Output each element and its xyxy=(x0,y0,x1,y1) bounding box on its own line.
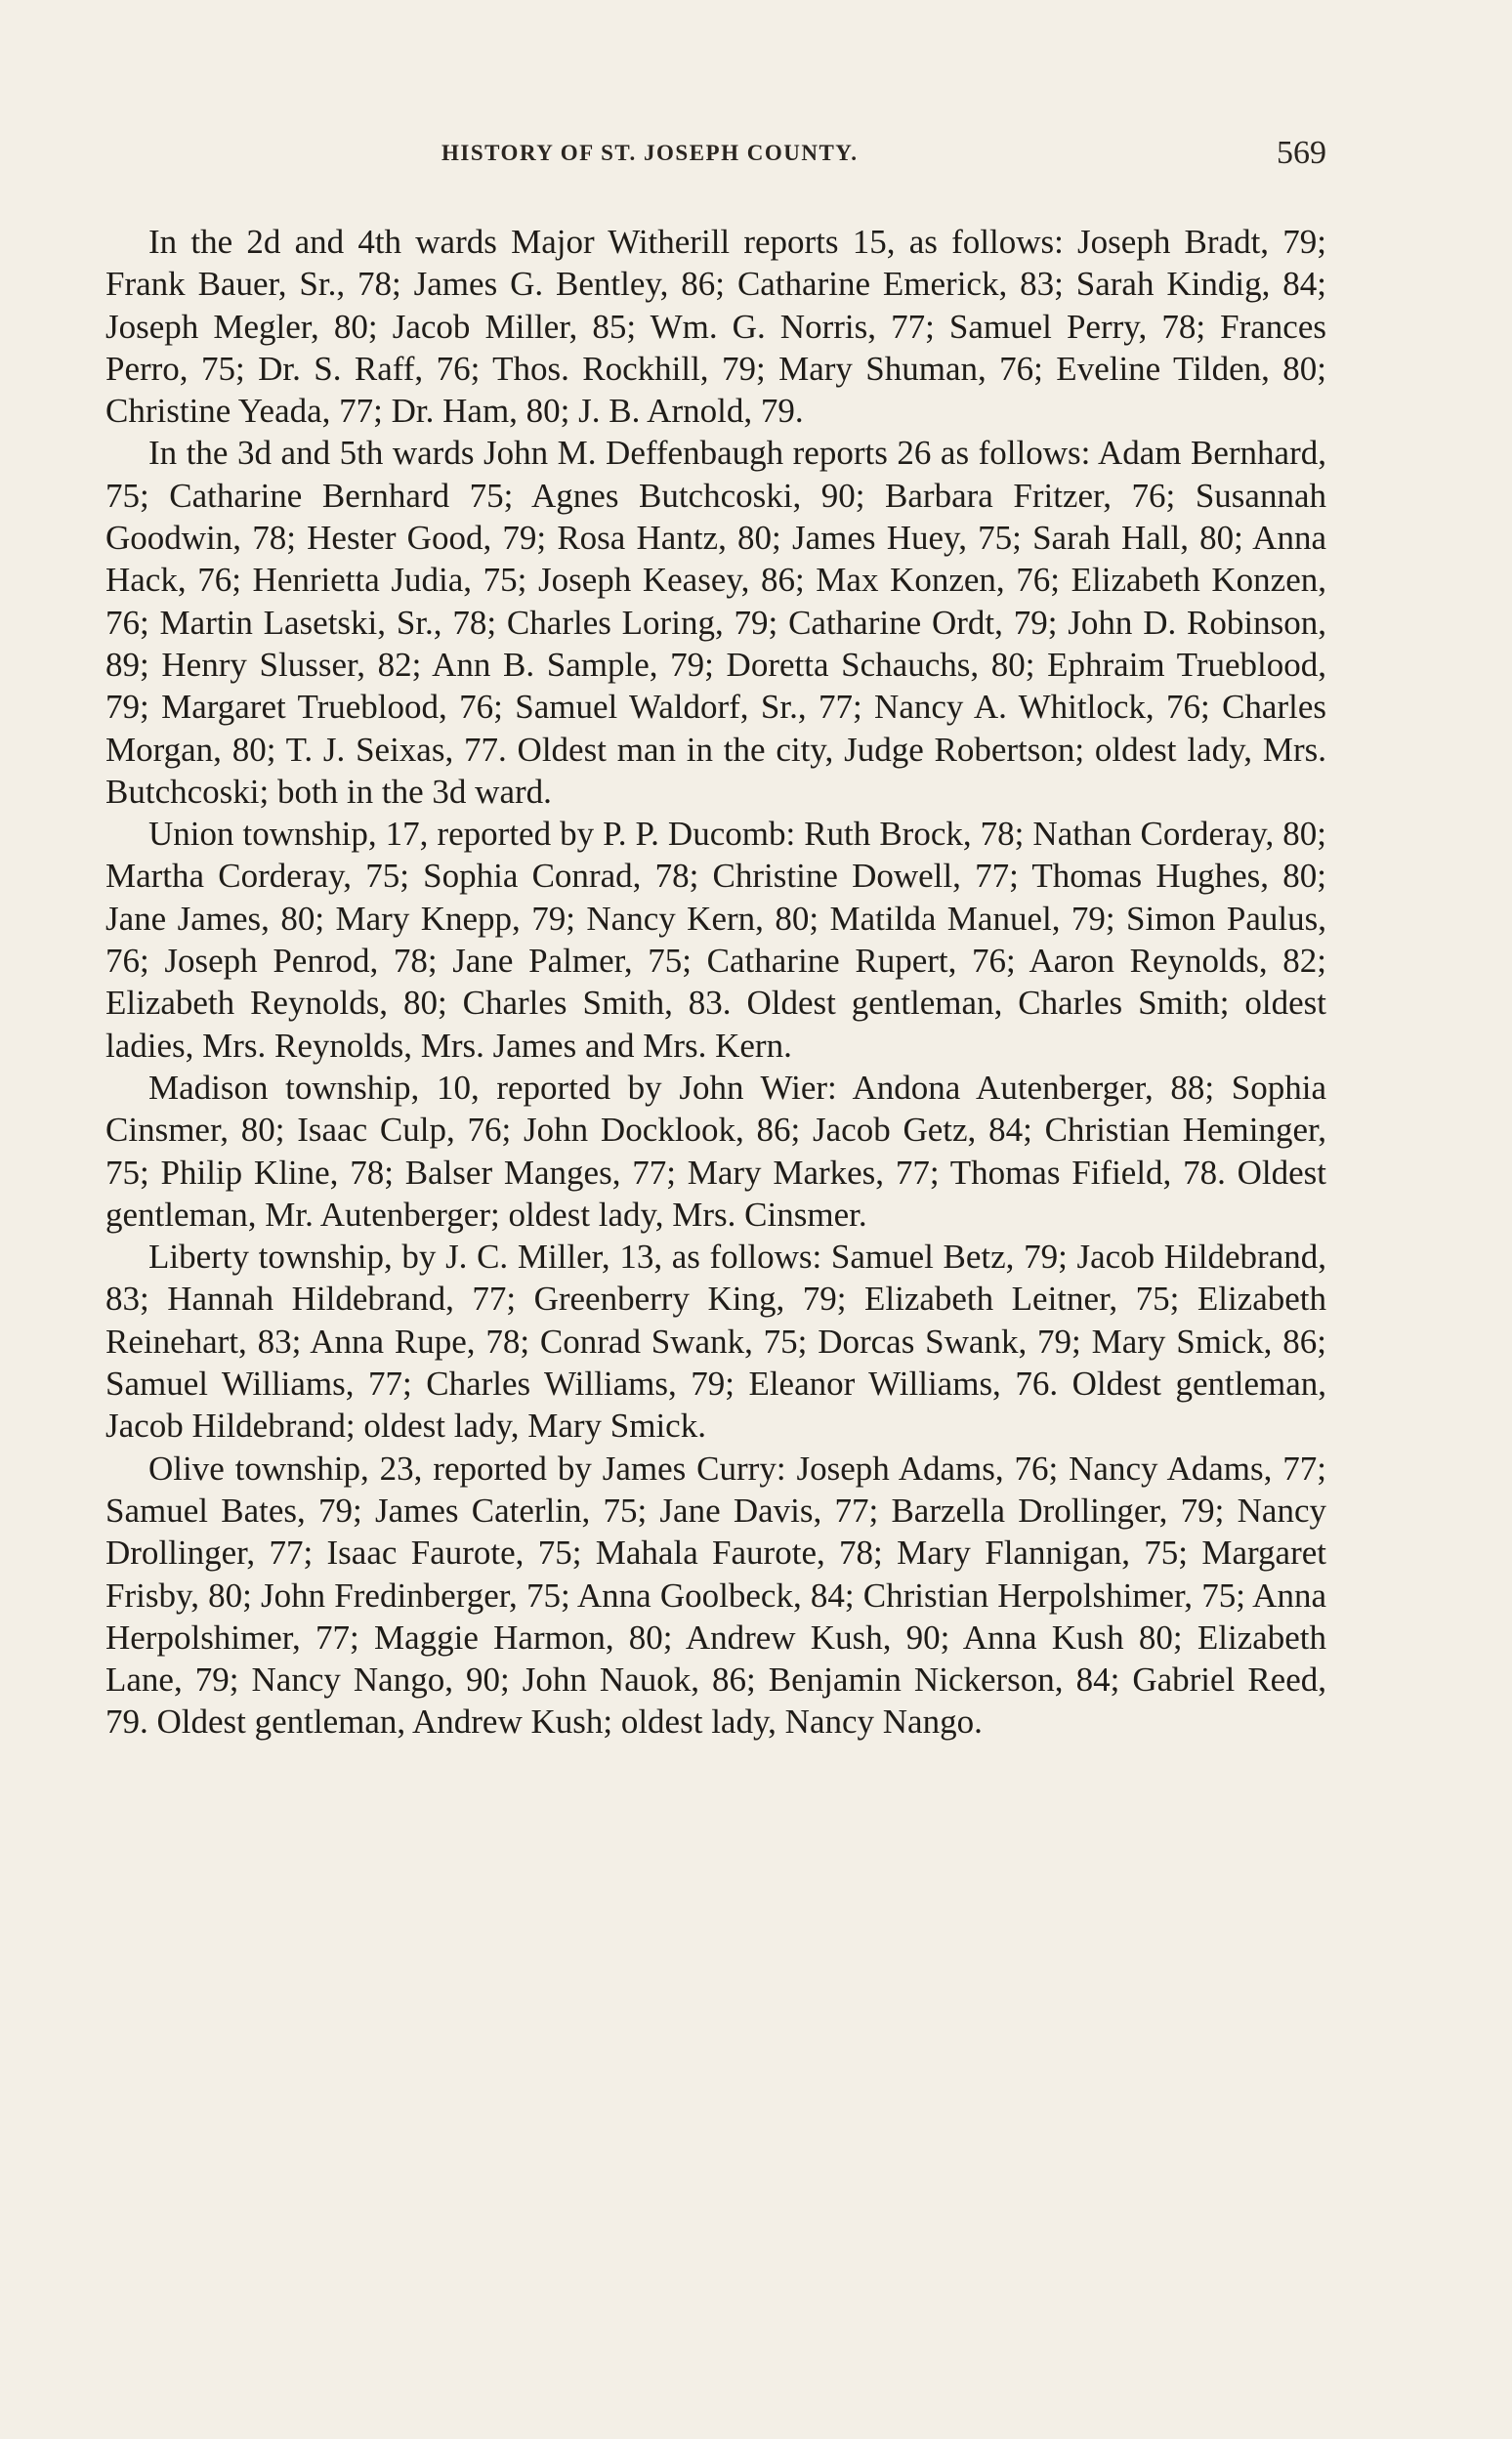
paragraph-city-wards-2-4: In the 2d and 4th wards Major Witherill reports 15, as follows: Joseph Bradt, 79; Frank Bauer, Sr., 78; James G. Bentley, 86; Catharine Emerick, 83; Sarah Kindig, 84; Joseph Megler, 80; Jacob Miller, 85; Wm. G. Norris, 77; Samuel Perry, 78; Frances Perro, 75; Dr. S. Raff, 76; Thos. Rockhill, 79; Mary Shuman, 76; Eveline Tilden, 80; Christine Yeada, 77; Dr. Ham, 80; J. B. Arnold, 79. xyxy=(105,223,1326,431)
running-head xyxy=(105,135,1326,178)
paragraph-union-township: Union township, 17, reported by P. P. Ducomb: Ruth Brock, 78; Nathan Corderay, 80; Martha Corderay, 75; Sophia Conrad, 78; Christine Dowell, 77; Thomas Hughes, 80; Jane James, 80; Mary Knepp, 79; Nancy Kern, 80; Matilda Manuel, 79; Simon Paulus, 76; Joseph Penrod, 78; Jane Palmer, 75; Catharine Rupert, 76; Aaron Reynolds, 82; Elizabeth Reynolds, 80; Charles Smith, 83. Oldest gentleman, Charles Smith; oldest ladies, Mrs. Reynolds, Mrs. James and Mrs. Kern. xyxy=(105,815,1326,1065)
paragraph-olive-township: Olive township, 23, reported by James Curry: Joseph Adams, 76; Nancy Adams, 77; Samuel Bates, 79; James Caterlin, 75; Jane Davis, 77; Barzella Drollinger, 79; Nancy Drollinger, 77; Isaac Faurote, 75; Mahala Faurote, 78; Mary Flannigan, 75; Margaret Frisby, 80; John Fredinberger, 75; Anna Goolbeck, 84; Christian Herpolshimer, 75; Anna Herpolshimer, 77; Maggie Harmon, 80; Andrew Kush, 90; Anna Kush 80; Elizabeth Lane, 79; Nancy Nango, 90; John Nauok, 86; Benjamin Nickerson, 84; Gabriel Reed, 79. Oldest gentleman, Andrew Kush; oldest lady, Nancy Nango. xyxy=(105,1449,1326,1742)
paragraph-liberty-township: Liberty township, by J. C. Miller, 13, as follows: Samuel Betz, 79; Jacob Hildebrand, 83; Hannah Hildebrand, 77; Greenberry King, 79; Elizabeth Leitner, 75; Elizabeth Reinehart, 83; Anna Rupe, 78; Conrad Swank, 75; Dorcas Swank, 79; Mary Smick, 86; Samuel Williams, 77; Charles Williams, 79; Eleanor Williams, 76. Oldest gentleman, Jacob Hildebrand; oldest lady, Mary Smick. xyxy=(105,1238,1326,1446)
page-number: 569 xyxy=(1277,135,1326,171)
running-title: HISTORY OF ST. JOSEPH COUNTY. xyxy=(441,141,859,165)
paragraph-madison-township: Madison township, 10, reported by John Wier: Andona Autenberger, 88; Sophia Cinsmer, 80; Isaac Culp, 76; John Docklook, 86; Jacob Getz, 84; Christian Heminger, 75; Philip Kline, 78; Balser Manges, 77; Mary Markes, 77; Thomas Fifield, 78. Oldest gentleman, Mr. Autenberger; oldest lady, Mrs. Cinsmer. xyxy=(105,1068,1326,1234)
paragraph-city-wards-3-5: In the 3d and 5th wards John M. Deffenbaugh reports 26 as follows: Adam Bernhard, 75; Catharine Bernhard 75; Agnes Butchcoski, 90; Barbara Fritzer, 76; Susannah Goodwin, 78; Hester Good, 79; Rosa Hantz, 80; James Huey, 75; Sarah Hall, 80; Anna Hack, 76; Henrietta Judia, 75; Joseph Keasey, 86; Max Konzen, 76; Elizabeth Konzen, 76; Martin Lasetski, Sr., 78; Charles Loring, 79; Catharine Ordt, 79; John D. Robinson, 89; Henry Slusser, 82; Ann B. Sample, 79; Doretta Schauchs, 80; Ephraim Trueblood, 79; Margaret Trueblood, 76; Samuel Waldorf, Sr., 77; Nancy A. Whitlock, 76; Charles Morgan, 80; T. J. Seixas, 77. Oldest man in the city, Judge Robertson; oldest lady, Mrs. Butchcoski; both in the 3d ward. xyxy=(105,434,1326,811)
body-text xyxy=(105,221,1326,1744)
